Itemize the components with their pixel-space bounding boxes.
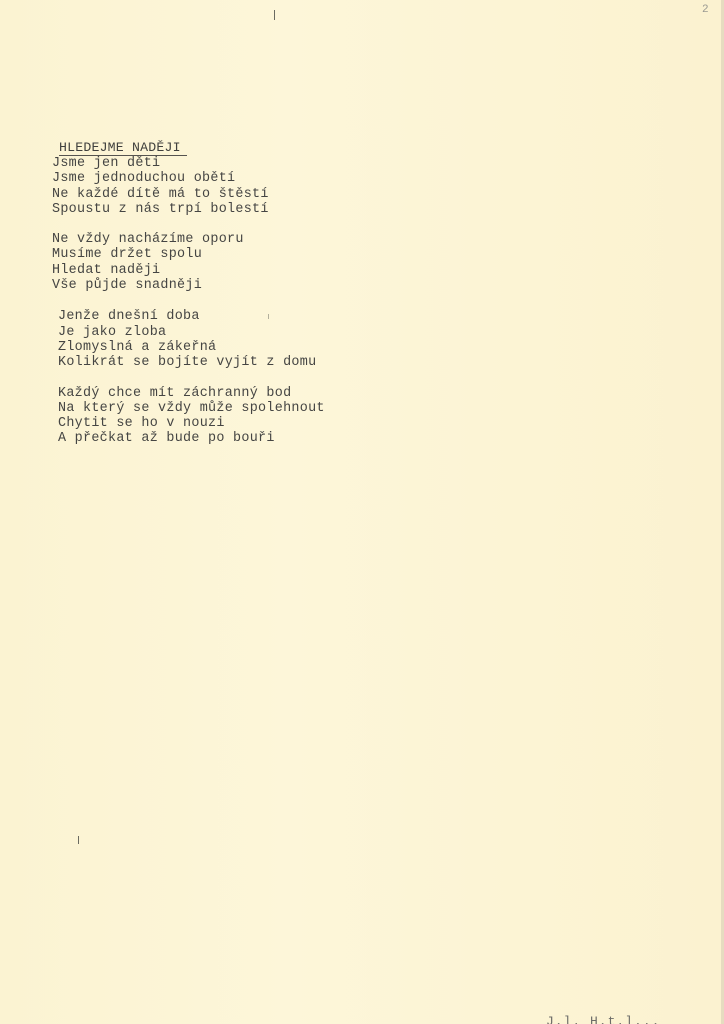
- poem-line: Musíme držet spolu: [52, 247, 203, 263]
- page-number: 2: [702, 4, 709, 16]
- poem-line: Ne každé dítě má to štěstí: [52, 186, 269, 202]
- poem-line: Kolikrát se bojíte vyjít z domu: [58, 355, 317, 371]
- poem-line: Hledat naději: [52, 262, 161, 278]
- poem: [52, 138, 472, 447]
- stanza-3: [58, 309, 472, 370]
- stanza-1: [52, 156, 472, 217]
- poem-line: Spoustu z nás trpí bolestí: [52, 201, 269, 217]
- poem-line: Ne vždy nacházíme oporu: [52, 232, 244, 248]
- poem-line: Jenže dnešní doba: [58, 309, 200, 325]
- poem-line: Chytit se ho v nouzi: [58, 416, 225, 432]
- poem-line: Jsme jen děti: [52, 156, 161, 171]
- poem-line: Na který se vždy může spolehnout: [58, 400, 325, 416]
- poem-line: Jsme jednoduchou obětí: [52, 171, 236, 187]
- paper-speck: [274, 10, 275, 20]
- poem-title: HLEDEJME NADĚJI: [59, 140, 187, 156]
- paper-speck: [78, 836, 79, 844]
- poem-line: Je jako zloba: [58, 324, 167, 340]
- author-signature: J.l. H.t.l...: [546, 1014, 661, 1024]
- poem-line: Každý chce mít záchranný bod: [58, 385, 292, 401]
- stanza-2: [52, 232, 472, 293]
- poem-line: Zlomyslná a zákeřná: [58, 339, 217, 355]
- poem-line: Vše půjde snadněji: [52, 278, 203, 294]
- poem-line: A přečkat až bude po bouři: [58, 431, 275, 447]
- stanza-4: [58, 386, 472, 447]
